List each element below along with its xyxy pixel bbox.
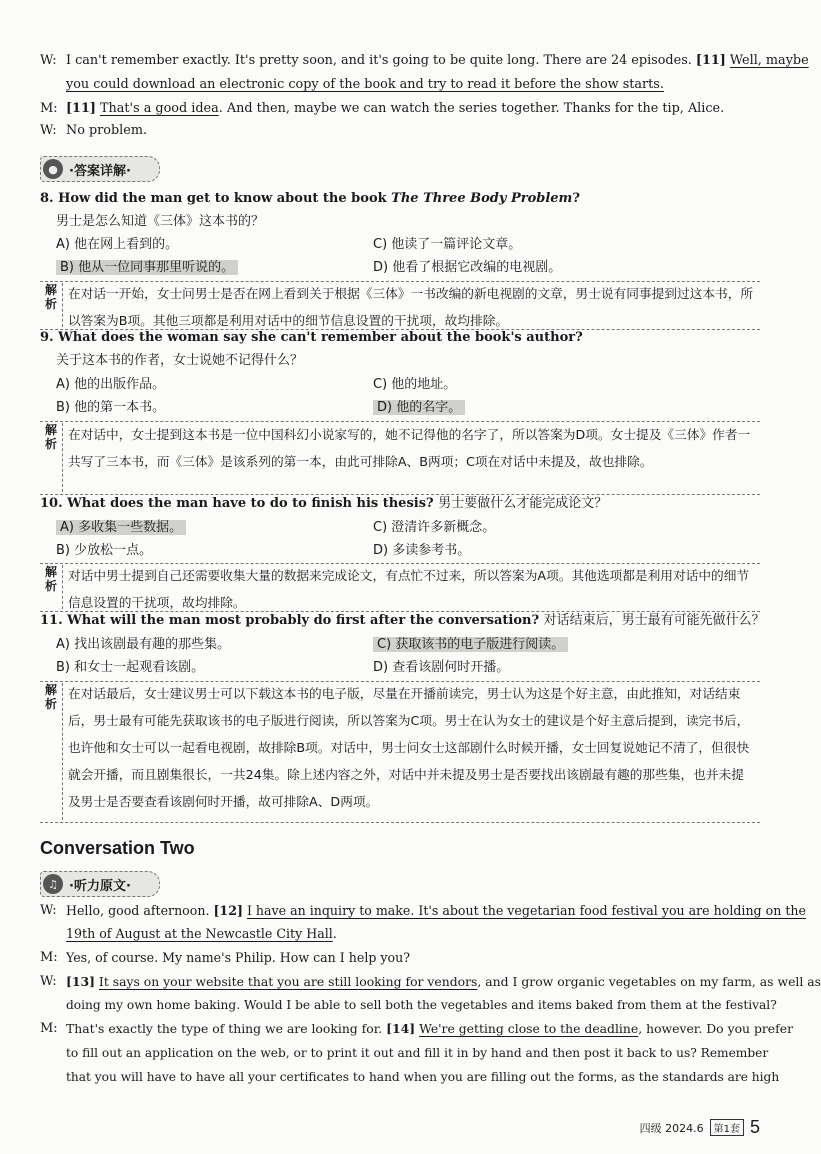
page-footer [640,1117,760,1138]
correct-answer: C) 获取该书的电子版进行阅读。 [373,637,568,652]
speaker-w: W: [40,903,57,918]
option-a: A) 他在网上看到的。 [56,237,179,252]
option-a: A) 找出该剧最有趣的那些集。 [56,637,231,652]
speaker-m: M: [40,950,58,965]
dialogue-line [66,52,809,70]
explanation-label: 解析 [44,423,57,451]
dialogue-text: Yes, of course. My name's Philip. How can I help you? [66,950,410,965]
option-b: B) 他的第一本书。 [56,400,166,415]
question-text: 11. What will the man most probably do first after the conversation? [40,613,540,628]
issue-label: 四级 2024.6 [639,1121,704,1135]
key-sentence: I have an inquiry to make. It's about the vegetarian food festival you are holding on the [246,903,806,918]
dialogue-line [66,925,337,943]
dialogue-line [66,902,806,920]
option-d-correct [373,399,465,417]
explanation-label: 解析 [44,565,57,593]
option-a: A) 他的出版作品。 [56,377,166,392]
option-b-correct [56,259,238,277]
question-8-zh: 男士是怎么知道《三体》这本书的？ [56,214,265,229]
dialogue-text: that you will have to have all your certificates to hand when you are filling out the forms, as the standards are high [66,1070,780,1084]
option-c: C) 澄清许多新概念。 [373,520,496,535]
dialogue-text: . [332,926,337,941]
question-9-zh: 关于这本书的作者，女士说她不记得什么？ [56,353,304,368]
badge-label: ·答案详解· [69,163,131,179]
correct-answer: D) 他的名字。 [373,400,465,415]
dialogue-line [66,973,821,991]
explanation-text: 在对话中，女士提到这本书是一位中国科幻小说家写的，她不记得他的名字了，所以答案为D项。女士提及《三体》作者一共写了三本书，而《三体》是该系列的第一本，由此可排除A、B两项；C项在对话中未提及，故也排除。 [68,427,751,469]
option-b: B) 少放松一点。 [56,543,153,558]
key-sentence: 19th of August at the Newcastle City Hall [66,926,333,941]
section-title: Conversation Two [40,838,195,858]
transcript-badge [40,871,160,897]
dialogue-text: . And then, maybe we can watch the series together. Thanks for the tip, Alice. [218,101,725,116]
dialogue-line [66,1020,793,1038]
option-c: C) 他的地址。 [373,377,457,392]
speaker-w: W: [40,53,57,68]
answer-section-badge [40,156,160,182]
question-9: 9. What does the woman say she can't remember about the book's author? [40,330,583,345]
question-tag: [12] [213,903,243,918]
speaker-w: W: [40,974,57,989]
explanation-text: 在对话一开始，女士问男士是否在网上看到关于根据《三体》一书改编的新电视剧的文章，男士说有同事提到过这本书，所以答案为B项。其他三项都是利用对话中的细节信息设置的干扰项，故均排除。 [68,286,754,328]
question-text: 8. How did the man get to know about the book [40,191,392,206]
lightbulb-icon: ● [43,159,63,179]
key-sentence: It says on your website that you are still looking for vendors [98,974,478,989]
book-title: The Three Body Problem [391,191,573,206]
dialogue-text: That's exactly the type of thing we are looking for. [66,1021,387,1036]
question-text: 10. What does the man have to do to finish his thesis? [40,496,434,511]
question-10 [40,495,607,513]
page-number: 5 [749,1117,760,1137]
option-d: D) 他看了根据它改编的电视剧。 [373,260,562,275]
correct-answer: A) 多收集一些数据。 [56,520,186,535]
explanation-text: 在对话最后，女士建议男士可以下载这本书的电子版，尽量在开播前读完，男士认为这是个好主意，由此推知，对话结束后，男士最有可能先获取该书的电子版进行阅读，所以答案为C项。男士在认为女士的建议是个好主意后提到，读完书后，也许他和女士可以一起看电视剧，故排除B项。对话中，男士问女士这部剧什么时候开播，女士回复说她记不清了，但很快就会开播，而且剧集很长，一共24集。除上述内容之外，对话中并未提及男士是否要找出该剧最有趣的那些集，也并未提及男士是否要查看该剧何时开播，故可排除A、D两项。 [68,686,750,809]
dialogue-text: , however. Do you prefer [638,1021,793,1036]
speaker-w: W: [40,123,57,138]
dialogue-text: I can't remember exactly. It's pretty soon, and it's going to be quite long. There are 24 episodes. [66,53,692,68]
headphones-icon: ♫ [43,874,63,894]
explanation-label: 解析 [44,283,57,311]
dialogue-text: to fill out an application on the web, or to print it out and fill it in by hand and then post it back to us? Remember [66,1046,769,1060]
option-d: D) 多读参考书。 [373,543,471,558]
dialogue-text: doing my own home baking. Would I be able to sell both the vegetables and items baked from them at the festival? [66,998,777,1012]
dialogue-text: , and I grow organic vegetables on my farm, as well as [477,974,821,989]
option-a-correct [56,519,186,537]
question-tag: [13] [66,974,95,989]
question-end: ? [572,191,580,206]
badge-label: ·听力原文· [69,878,131,894]
question-8 [40,190,580,208]
correct-answer: B) 他从一位同事那里听说的。 [56,260,238,275]
question-tag: [14] [386,1021,416,1036]
key-sentence: Well, maybe [729,53,809,68]
explanation-text: 对话中男士提到自己还需要收集大量的数据来完成论文，有点忙不过来，所以答案为A项。其他选项都是利用对话中的细节信息设置的干扰项，故均排除。 [68,568,750,610]
dialogue-line [66,76,664,94]
key-sentence: you could download an electronic copy of the book and try to read it before the show starts. [66,77,664,92]
dialogue-line [66,100,724,118]
option-d: D) 查看该剧何时开播。 [373,660,510,675]
dialogue-text: No problem. [66,123,148,138]
dialogue-text: Hello, good afternoon. [66,903,214,918]
question-tag: [11] [66,101,96,116]
key-sentence: We're getting close to the deadline [419,1021,639,1036]
question-zh: 男士要做什么才能完成论文？ [438,496,608,511]
speaker-m: M: [40,1021,58,1036]
question-tag: [11] [695,53,726,68]
speaker-m: M: [40,101,58,116]
explanation-label: 解析 [44,683,57,711]
option-c: C) 他读了一篇评论文章。 [373,237,522,252]
option-b: B) 和女士一起观看该剧。 [56,660,205,675]
question-11 [40,612,765,630]
key-sentence: That's a good idea [100,101,219,116]
option-c-correct [373,636,568,654]
question-zh: 对话结束后，男士最有可能先做什么？ [543,613,765,628]
set-label: 第1套 [710,1119,744,1136]
